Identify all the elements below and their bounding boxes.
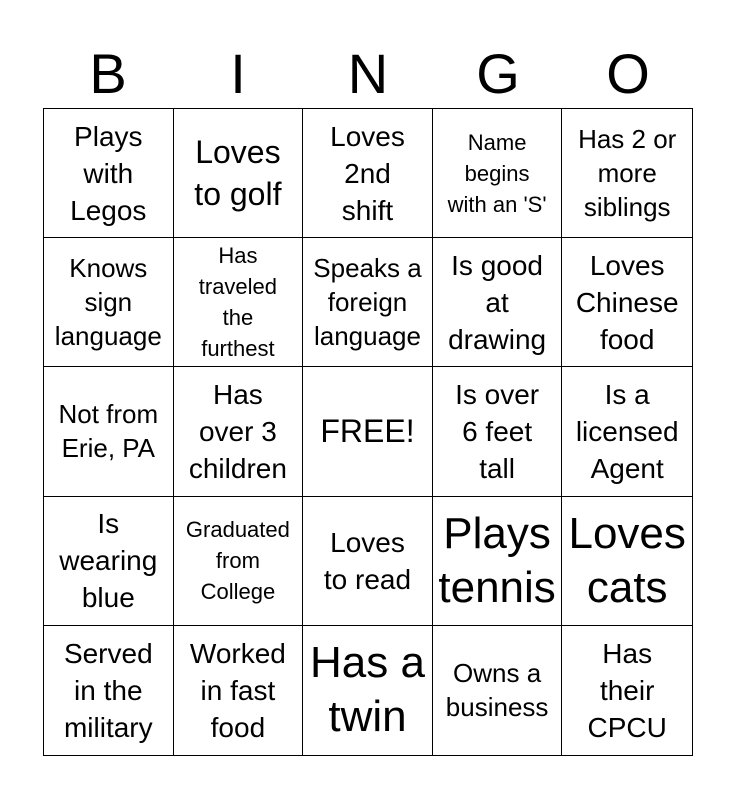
bingo-cell[interactable]: Name begins with an 'S'	[433, 109, 563, 238]
bingo-cell[interactable]: Speaks a foreign language	[303, 238, 433, 367]
bingo-cell[interactable]: Has their CPCU	[587, 637, 667, 743]
bingo-cell[interactable]: Not from Erie, PA	[44, 367, 174, 496]
bingo-cell[interactable]: Is a licensed Agent	[562, 367, 692, 496]
bingo-cell[interactable]: Served in the military	[44, 626, 174, 755]
bingo-cell[interactable]: Loves to golf	[174, 109, 304, 238]
bingo-cell[interactable]: Loves to read	[303, 497, 433, 626]
bingo-cell[interactable]: Plays tennis	[433, 497, 563, 626]
header-letter-g: G	[476, 42, 520, 105]
free-space[interactable]: FREE!	[303, 367, 433, 496]
header-letter-i: I	[230, 42, 246, 105]
bingo-cell[interactable]: Worked in fast food	[174, 626, 304, 755]
header-letter-o: O	[606, 42, 650, 105]
bingo-cell[interactable]: Owns a business	[433, 626, 563, 755]
bingo-header	[43, 40, 693, 108]
bingo-cell[interactable]: Has traveled the furthest	[174, 238, 304, 367]
bingo-cell[interactable]: Has over 3 children	[174, 367, 304, 496]
bingo-cell[interactable]: Has 2 or more siblings	[562, 109, 692, 238]
bingo-cell[interactable]: Plays with Legos	[44, 109, 174, 238]
bingo-cell[interactable]: Has a twin	[303, 626, 433, 755]
bingo-cell[interactable]: Is wearing blue	[44, 497, 174, 626]
bingo-cell[interactable]: Graduated from College	[174, 497, 304, 626]
bingo-cell[interactable]: Loves 2nd shift	[303, 109, 433, 238]
bingo-cell[interactable]: Knows sign language	[44, 238, 174, 367]
bingo-cell[interactable]: Is good at drawing	[433, 238, 563, 367]
header-letter-b: B	[89, 42, 127, 105]
bingo-board	[43, 108, 693, 756]
bingo-cell[interactable]: Is over 6 feet tall	[433, 367, 563, 496]
bingo-cell[interactable]: Loves cats	[562, 497, 692, 626]
bingo-cell[interactable]: Loves Chinese food	[562, 238, 692, 367]
header-letter-n: N	[347, 42, 389, 105]
